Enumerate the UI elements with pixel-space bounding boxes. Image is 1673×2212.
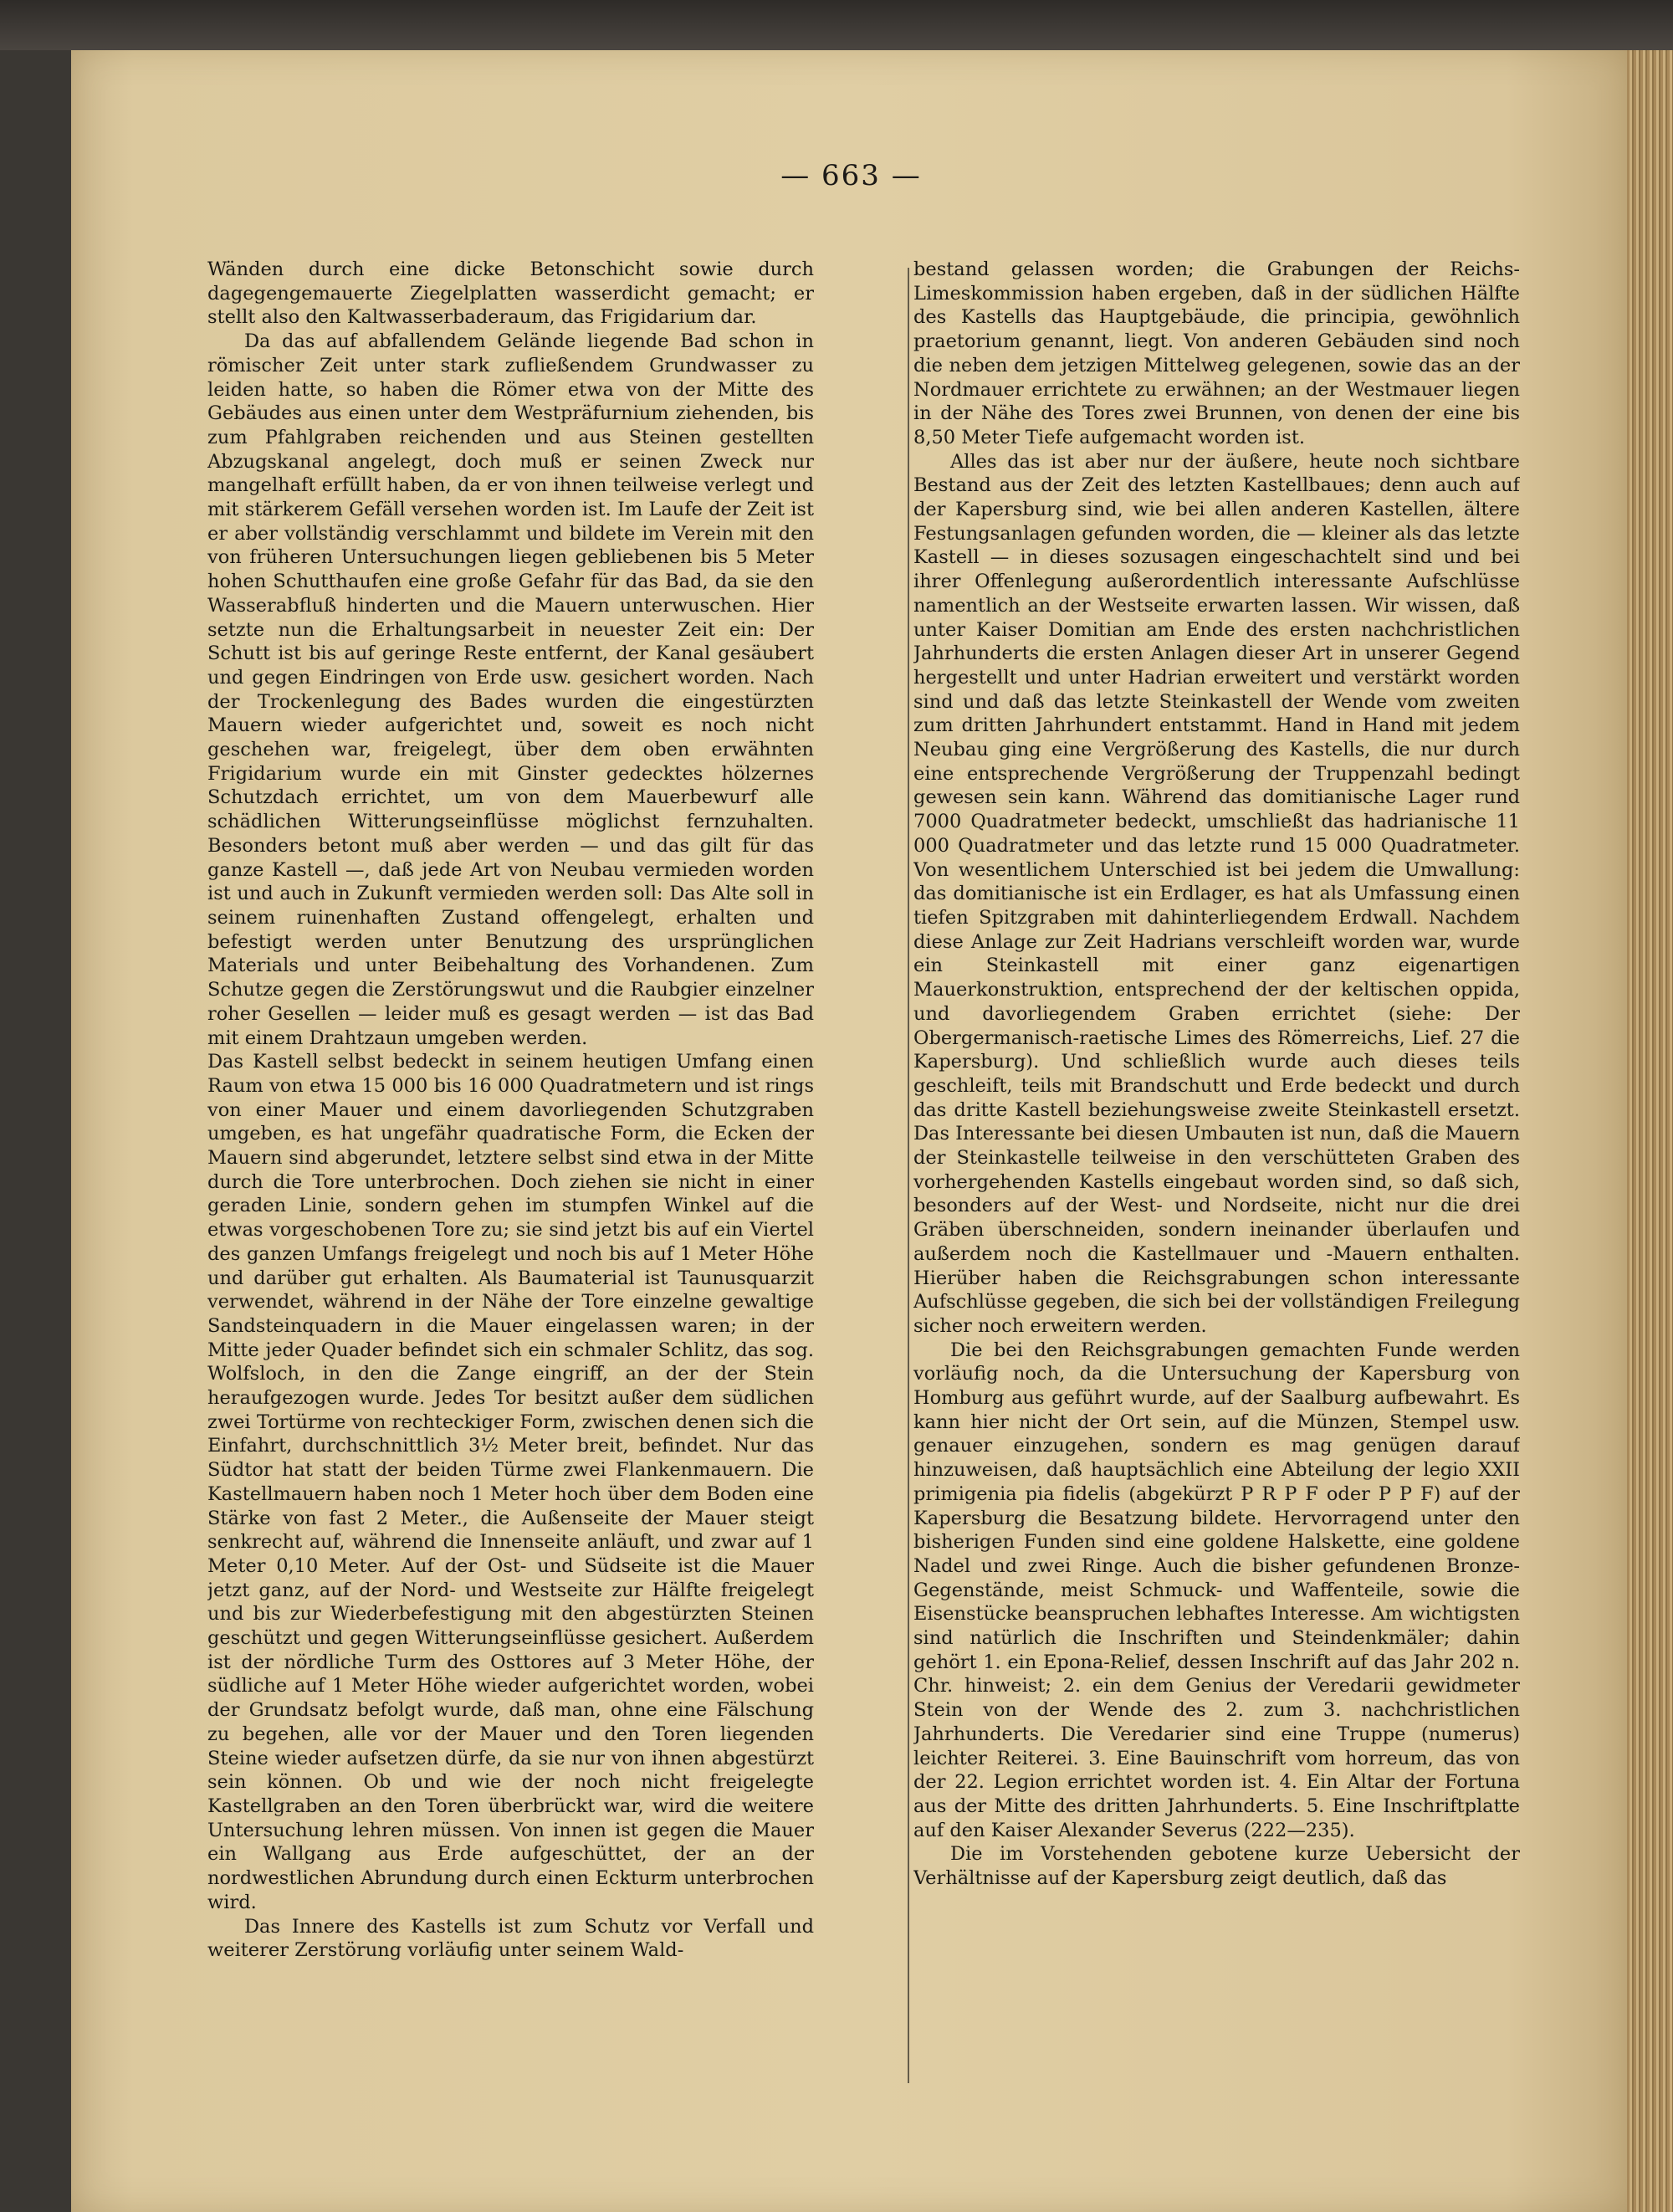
text-column-left	[207, 258, 814, 2098]
page-number: — 663 —	[780, 159, 922, 192]
paragraph: Da das auf abfallendem Gelände liegende Bad schon in römischer Zeit unter stark zufließendem Grundwasser zu leiden hatte, so haben die Römer etwa von der Mitte des Gebäudes aus einen unter dem Westpräfurnium ziehenden, bis zum Pfahlgraben reichenden und aus Steinen gestellten Abzugskanal angelegt, doch muß er seinen Zweck nur mangelhaft erfüllt haben, da er von ihnen teilweise verlegt und mit stärkerem Gefäll versehen worden ist. Im Laufe der Zeit ist er aber vollständig verschlammt und bildete im Verein mit den von früheren Untersuchungen liegen gebliebenen bis 5 Meter hohen Schutthaufen eine große Gefahr für das Bad, da sie den Wasserabfluß hinderten und die Mauern unterwuschen. Hier setzte nun die Erhaltungsarbeit in neuester Zeit ein: Der Schutt ist bis auf geringe Reste entfernt, der Kanal gesäubert und gegen Eindringen von Erde usw. gesichert worden. Nach der Trockenlegung des Bades wurden die eingestürzten Mauern wieder aufgerichtet und, soweit es noch nicht geschehen war, freigelegt, über dem oben erwähnten Frigidarium wurde ein mit Ginster gedecktes hölzernes Schutzdach errichtet, um von dem Mauerbewurf alle schädlichen Witterungseinflüsse möglichst fernzuhalten. Besonders betont muß aber werden — und das gilt für das ganze Kastell —, daß jede Art von Neubau vermieden worden ist und auch in Zukunft vermieden werden soll: Das Alte soll in seinem ruinenhaften Zustand offengelegt, erhalten und befestigt werden unter Benutzung des ursprünglichen Materials und unter Beibehaltung des Vorhandenen. Zum Schutze gegen die Zerstörungswut und die Raubgier einzelner roher Gesellen — leider muß es gesagt werden — ist das Bad mit einem Drahtzaun umgeben werden.	[207, 330, 814, 1049]
column-divider	[908, 268, 909, 2083]
book-page	[71, 50, 1631, 2212]
paragraph: bestand gelassen worden; die Grabungen der Reichs-Limeskommission haben ergeben, daß in der südlichen Hälfte des Kastells das Hauptgebäude, die principia, gewöhnlich praetorium genannt, liegt. Von anderen Gebäuden sind noch die neben dem jetzigen Mittelweg gelegenen, sowie das an der Nordmauer errichtete zu erwähnen; an der Westmauer liegen in der Nähe des Tores zwei Brunnen, von denen der eine bis 8,50 Meter Tiefe aufgemacht worden ist.	[913, 259, 1520, 448]
paragraph: Das Kastell selbst bedeckt in seinem heutigen Umfang einen Raum von etwa 15 000 bis 16 000 Quadratmetern und ist rings von einer Mauer und einem davorliegenden Schutzgraben umgeben, es hat ungefähr quadratische Form, die Ecken der Mauern sind abgerundet, letztere selbst sind etwa in der Mitte durch die Tore unterbrochen. Doch ziehen sie nicht in einer geraden Linie, sondern gehen im stumpfen Winkel auf die etwas vorgeschobenen Tore zu; sie sind jetzt bis auf ein Viertel des ganzen Umfangs freigelegt und noch bis auf 1 Meter Höhe und darüber gut erhalten. Als Baumaterial ist Taunusquarzit verwendet, während in der Nähe der Tore einzelne gewaltige Sandsteinquadern in die Mauer eingelassen waren; in der Mitte jeder Quader befindet sich ein schmaler Schlitz, das sog. Wolfsloch, in den die Zange eingriff, an der der Stein heraufgezogen wurde. Jedes Tor besitzt außer dem südlichen zwei Tortürme von rechteckiger Form, zwischen denen sich die Einfahrt, durchschnittlich 3½ Meter breit, befindet. Nur das Südtor hat statt der beiden Türme zwei Flankenmauern. Die Kastellmauern haben noch 1 Meter hoch über dem Boden eine Stärke von fast 2 Meter., die Außenseite der Mauer steigt senkrecht auf, während die Innenseite anläuft, und zwar auf 1 Meter 0,10 Meter. Auf der Ost- und Südseite ist die Mauer jetzt ganz, auf der Nord- und Westseite zur Hälfte freigelegt und bis zur Wiederbefestigung mit den abgestürzten Steinen geschützt und gegen Witterungseinflüsse gesichert. Außerdem ist der nördliche Turm des Osttores auf 3 Meter Höhe, der südliche auf 1 Meter Höhe wieder aufgerichtet worden, wobei der Grundsatz befolgt wurde, daß man, ohne eine Fälschung zu begehen, alle vor der Mauer und den Toren liegenden Steine wieder aufsetzen dürfe, da sie nur von ihnen abgestürzt sein können. Ob und wie der noch nicht freigelegte Kastellgraben an den Toren überbrückt war, wird die weitere Untersuchung lehren müssen. Von innen ist gegen die Mauer ein Wallgang aus Erde aufgeschüttet, der an der nordwestlichen Abrundung durch einen Eckturm unterbrochen wird.	[207, 1051, 814, 1913]
paragraph: Die im Vorstehenden gebotene kurze Uebersicht der Verhältnisse auf der Kapersburg zeigt deutlich, daß das	[913, 1843, 1520, 1890]
book-page-edges	[1627, 50, 1673, 2212]
scan-background-top	[0, 0, 1673, 50]
paragraph: Wänden durch eine dicke Betonschicht sowie durch dagegengemauerte Ziegelplatten wasserdicht gemacht; er stellt also den Kaltwasserbaderaum, das Frigidarium dar.	[207, 259, 814, 329]
paragraph: Die bei den Reichsgrabungen gemachten Funde werden vorläufig noch, da die Untersuchung der Kapersburg von Homburg aus geführt wurde, auf der Saalburg aufbewahrt. Es kann hier nicht der Ort sein, auf die Münzen, Stempel usw. genauer einzugehen, sondern es mag genügen darauf hinzuweisen, daß hauptsächlich eine Abteilung der legio XXII primigenia pia fidelis (abgekürzt P R P F oder P P F) auf der Kapersburg die Besatzung bildete. Hervorragend unter den bisherigen Funden sind eine goldene Halskette, eine goldene Nadel und zwei Ringe. Auch die bisher gefundenen Bronze-Gegenstände, meist Schmuck- und Waffenteile, sowie die Eisenstücke beanspruchen lebhaftes Interesse. Am wichtigsten sind natürlich die Inschriften und Steindenkmäler; dahin gehört 1. ein Epona-Relief, dessen Inschrift auf das Jahr 202 n. Chr. hinweist; 2. ein dem Genius der Veredarii gewidmeter Stein von der Wende des 2. zum 3. nachchristlichen Jahrhunderts. Die Veredarier sind eine Truppe (numerus) leichter Reiterei. 3. Eine Bauinschrift vom horreum, das von der 22. Legion errichtet worden ist. 4. Ein Altar der Fortuna aus der Mitte des dritten Jahrhunderts. 5. Eine Inschriftplatte auf den Kaiser Alexander Severus (222—235).	[913, 1339, 1520, 1841]
paragraph: Das Innere des Kastells ist zum Schutz vor Verfall und weiterer Zerstörung vorläufig unter seinem Wald-	[207, 1915, 814, 1962]
paragraph: Alles das ist aber nur der äußere, heute noch sichtbare Bestand aus der Zeit des letzten Kastellbaues; denn auch auf der Kapersburg sind, wie bei allen anderen Kastellen, ältere Festungsanlagen gefunden worden, die — kleiner als das letzte Kastell — in dieses sozusagen eingeschachtelt sind und bei ihrer Offenlegung außerordentlich interessante Aufschlüsse namentlich an der Westseite erwarten lassen. Wir wissen, daß unter Kaiser Domitian am Ende des ersten nachchristlichen Jahrhunderts die ersten Anlagen dieser Art in unserer Gegend hergestellt und unter Hadrian erweitert und verstärkt worden sind und daß das letzte Steinkastell der Wende vom zweiten zum dritten Jahrhundert entstammt. Hand in Hand mit jedem Neubau ging eine Vergrößerung des Kastells, die nur durch eine entsprechende Vergrößerung der Truppenzahl bedingt gewesen sein kann. Während das domitianische Lager rund 7000 Quadratmeter bedeckt, umschließt das hadrianische 11 000 Quadratmeter und das letzte rund 15 000 Quadratmeter. Von wesentlichem Unterschied ist bei jedem die Umwallung: das domitianische ist ein Erdlager, es hat als Umfassung einen tiefen Spitzgraben mit dahinterliegendem Erdwall. Nachdem diese Anlage zur Zeit Hadrians verschleift worden war, wurde ein Steinkastell mit einer ganz eigenartigen Mauerkonstruktion, entsprechend der der keltischen oppida, und davorliegendem Graben errichtet (siehe: Der Obergermanisch-raetische Limes des Römerreichs, Lief. 27 die Kapersburg). Und schließlich wurde auch dieses teils geschleift, teils mit Brandschutt und Erde bedeckt und durch das dritte Kastell beziehungsweise zweite Steinkastell ersetzt. Das Interessante bei diesen Umbauten ist nun, daß die Mauern der Steinkastelle teilweise in den verschütteten Graben des vorhergehenden Kastells eingebaut worden sind, so daß sich, besonders auf der West- und Nordseite, nicht nur die drei Gräben überschneiden, sondern ineinander überlaufen und außerdem noch die Kastellmauer und -Mauern enthalten. Hierüber haben die Reichsgrabungen schon interessante Aufschlüsse gegeben, die sich bei der vollständigen Freilegung sicher noch erweitern werden.	[913, 450, 1520, 1337]
text-column-right	[913, 258, 1520, 2098]
